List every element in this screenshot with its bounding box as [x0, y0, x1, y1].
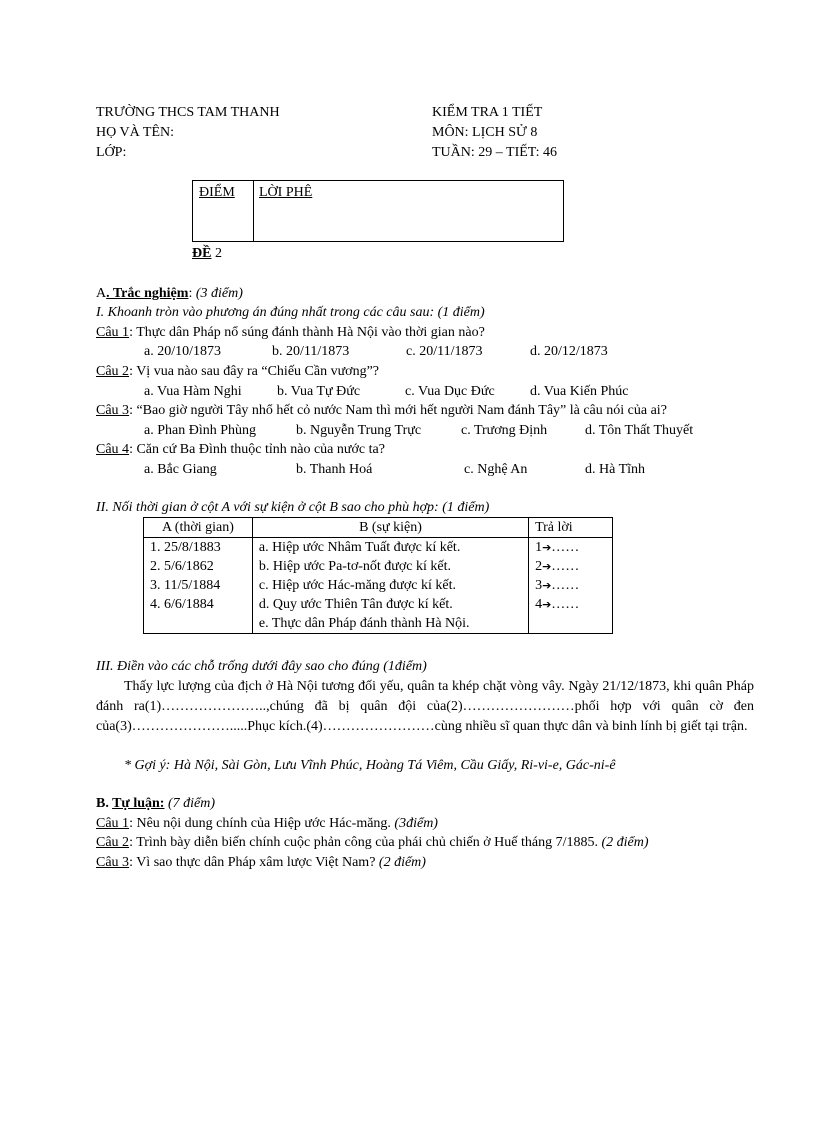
- section-a-heading: [96, 285, 243, 303]
- question-3: [96, 402, 667, 420]
- school-name: TRƯỜNG THCS TAM THANH: [96, 105, 280, 120]
- answer-number: 2: [535, 559, 543, 574]
- answer-blank: ……: [551, 578, 580, 593]
- section-b-heading: B. Tự luận: (7 điểm): [96, 796, 216, 811]
- q2-option-b[interactable]: b. Vua Tự Đức: [277, 384, 361, 399]
- answer-cell[interactable]: [529, 576, 613, 595]
- score-label: ĐIỂM: [199, 185, 235, 200]
- time-cell: 2. 5/6/1862: [144, 557, 253, 576]
- question-4-label: Câu 4: [96, 442, 130, 457]
- class-label: LỚP:: [96, 145, 127, 160]
- question-1-text: : Thực dân Pháp nổ súng đánh thành Hà Nội vào thời gian nào?: [129, 325, 485, 340]
- event-cell: b. Hiệp ước Pa-tơ-nốt được kí kết.: [252, 557, 528, 576]
- essay-question-1-label: Câu 1: [96, 816, 130, 831]
- time-cell: 3. 11/5/1884: [144, 576, 253, 595]
- table-row: [144, 614, 613, 634]
- section-b-points: (7 điểm): [164, 796, 216, 811]
- event-cell: a. Hiệp ước Nhâm Tuất được kí kết.: [252, 538, 528, 558]
- answer-number: 4: [535, 597, 543, 612]
- q3-option-b[interactable]: b. Nguyễn Trung Trực: [296, 423, 422, 438]
- event-cell: c. Hiệp ước Hác-măng được kí kết.: [252, 576, 528, 595]
- question-4-text: : Căn cứ Ba Đình thuộc tỉnh nào của nước ta?: [129, 442, 385, 457]
- essay-question-1-points: (3điểm): [390, 816, 438, 831]
- question-3-label: Câu 3: [96, 403, 130, 418]
- question-4: [96, 441, 385, 459]
- section-a-points: (3 điểm): [192, 286, 243, 301]
- section-b-title: Tự luận:: [112, 796, 165, 811]
- essay-question-2: [96, 834, 649, 852]
- column-b-header: B (sự kiện): [252, 518, 528, 538]
- week-lesson-label: TUẦN: 29 – TIẾT: 46: [432, 145, 558, 160]
- answer-blank: ……: [551, 559, 580, 574]
- arrow-icon: ➔: [542, 598, 552, 611]
- q4-option-d[interactable]: d. Hà Tĩnh: [585, 462, 646, 477]
- question-3-text: : “Bao giờ người Tây nhổ hết cỏ nước Nam thì mới hết người Nam đánh Tây” là câu nói của ai?: [129, 403, 667, 418]
- answer-column-header: Trả lời: [529, 518, 613, 538]
- essay-question-1-text: : Nêu nội dung chính của Hiệp ước Hác-măng.: [129, 816, 391, 831]
- exam-version: [192, 245, 222, 263]
- question-2-text: : Vị vua nào sau đây ra “Chiếu Cần vương”?: [129, 364, 380, 379]
- question-1: [96, 324, 485, 342]
- score-comment-box: [192, 180, 564, 242]
- answer-cell[interactable]: [529, 538, 613, 558]
- time-cell: [144, 614, 253, 634]
- question-2-label: Câu 2: [96, 364, 130, 379]
- q3-option-a[interactable]: a. Phan Đình Phùng: [144, 423, 256, 438]
- q1-option-a[interactable]: a. 20/10/1873: [144, 344, 221, 359]
- hint-text: * Gợi ý: Hà Nội, Sài Gòn, Lưu Vĩnh Phúc, Hoàng Tá Viêm, Cầu Giấy, Ri-vi-e, Gác-ni-ê: [124, 758, 616, 773]
- essay-question-1: [96, 815, 438, 833]
- q2-option-a[interactable]: a. Vua Hàm Nghi: [144, 384, 242, 399]
- section-a-title: . Trắc nghiệm: [106, 286, 189, 301]
- question-1-label: Câu 1: [96, 325, 130, 340]
- essay-question-3: [96, 854, 426, 872]
- fill-in-paragraph: Thấy lực lượng của địch ở Hà Nội tương đối yếu, quân ta khép chặt vòng vây. Ngày 21/12/1873, khi quân Pháp đánh ra(1)…………………..,chúng đã bị quân đội của(2)……………………phối hợp với quân cờ đen của(3)………………….....Phục kích.(4)……………………cùng nhiều sĩ quan thực dân và binh lính bị giết tại trận.: [96, 679, 754, 734]
- essay-question-2-text: : Trình bày diễn biến chính cuộc phản công của phái chủ chiến ở Huế tháng 7/1885.: [129, 835, 598, 850]
- comment-label: LỜI PHÊ: [259, 185, 313, 200]
- section-a-letter: A: [96, 286, 107, 301]
- table-row: [144, 538, 613, 558]
- essay-question-3-points: (2 điểm): [375, 855, 426, 870]
- essay-question-2-label: Câu 2: [96, 835, 130, 850]
- part3-title: III. Điền vào các chỗ trống dưới đây sao cho đúng (1điểm): [96, 659, 427, 674]
- answer-number: 3: [535, 578, 543, 593]
- student-name-label: HỌ VÀ TÊN:: [96, 125, 175, 140]
- answer-cell: [529, 614, 613, 634]
- event-cell: d. Quy ước Thiên Tân được kí kết.: [252, 595, 528, 614]
- time-cell: 4. 6/6/1884: [144, 595, 253, 614]
- arrow-icon: ➔: [542, 579, 552, 592]
- arrow-icon: ➔: [542, 541, 552, 554]
- answer-number: 1: [535, 540, 543, 555]
- q3-option-d[interactable]: d. Tôn Thất Thuyết: [585, 423, 694, 438]
- essay-question-3-text: : Vì sao thực dân Pháp xâm lược Việt Nam?: [129, 855, 376, 870]
- essay-question-2-points: (2 điểm): [597, 835, 649, 850]
- part2-title: II. Nối thời gian ở cột A với sự kiện ở cột B sao cho phù hợp: (1 điểm): [96, 500, 490, 515]
- subject-label: MÔN: LỊCH SỬ 8: [432, 125, 538, 140]
- q1-option-b[interactable]: b. 20/11/1873: [272, 344, 350, 359]
- table-row: [144, 557, 613, 576]
- score-box-divider: [253, 181, 254, 241]
- time-cell: 1. 25/8/1883: [144, 538, 253, 558]
- answer-blank: ……: [551, 540, 580, 555]
- exam-title: KIỂM TRA 1 TIẾT: [432, 105, 543, 120]
- essay-question-3-label: Câu 3: [96, 855, 130, 870]
- section-a-colon: :: [188, 286, 193, 301]
- q1-option-d[interactable]: d. 20/12/1873: [530, 344, 608, 359]
- q2-option-c[interactable]: c. Vua Dục Đức: [405, 384, 495, 399]
- section-b-letter: B: [96, 796, 106, 811]
- exam-version-label: ĐỀ: [192, 246, 212, 261]
- table-row: [144, 595, 613, 614]
- part1-title: I. Khoanh tròn vào phương án đúng nhất trong các câu sau: (1 điểm): [96, 305, 485, 320]
- q4-option-c[interactable]: c. Nghệ An: [464, 462, 528, 477]
- question-2: [96, 363, 379, 381]
- answer-cell[interactable]: [529, 557, 613, 576]
- table-row: [144, 576, 613, 595]
- q3-option-c[interactable]: c. Trương Định: [461, 423, 548, 438]
- column-a-header: A (thời gian): [144, 518, 253, 538]
- matching-table: [143, 517, 613, 634]
- q2-option-d[interactable]: d. Vua Kiến Phúc: [530, 384, 629, 399]
- answer-blank: ……: [551, 597, 580, 612]
- arrow-icon: ➔: [542, 560, 552, 573]
- event-cell: e. Thực dân Pháp đánh thành Hà Nội.: [252, 614, 528, 634]
- q4-option-b[interactable]: b. Thanh Hoá: [296, 462, 373, 477]
- q1-option-c[interactable]: c. 20/11/1873: [406, 344, 483, 359]
- q4-option-a[interactable]: a. Bắc Giang: [144, 462, 217, 477]
- answer-cell[interactable]: [529, 595, 613, 614]
- exam-version-number: 2: [211, 246, 222, 261]
- matching-table-header: [144, 518, 613, 538]
